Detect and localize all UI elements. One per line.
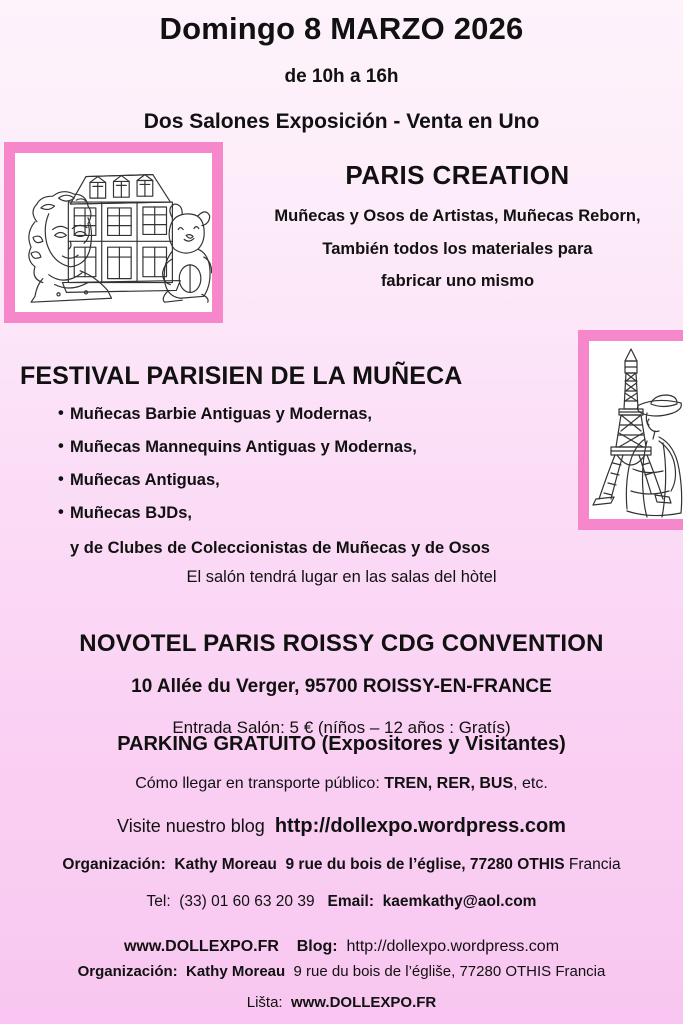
list-item (0, 438, 560, 457)
footer-organizer-label: Organización: (77, 963, 178, 980)
paris-creation-block (232, 160, 683, 290)
dollhouse-doll-teddy-icon (15, 153, 212, 312)
footer-organizer-address: 9 rue du bois de l’égliše, 77280 OTHIS Francia (293, 963, 606, 980)
event-hours: de 10h a 16h (284, 66, 399, 88)
list-item (0, 471, 560, 490)
organizer-name: Kathy Moreau (174, 856, 277, 873)
contact-block (0, 856, 683, 956)
organizer-line (0, 856, 683, 874)
footer-lista-value[interactable]: www.DOLLEXPO.FR (290, 994, 437, 1011)
header-block (0, 0, 683, 134)
festival-title: FESTIVAL PARISIEN DE LA MUÑECA (20, 362, 463, 390)
transport-info (0, 775, 683, 793)
venue-block (0, 568, 683, 738)
venue-intro-text: El salón tendrá lugar en las salas del hòtel (186, 568, 497, 586)
footer-organizer-line (0, 963, 683, 980)
footer-block (0, 963, 683, 1011)
event-salones: Dos Salones Exposición - Venta en Uno (143, 110, 540, 134)
list-item-label: Muñecas Antiguas, (70, 471, 220, 489)
bullet-icon: • (58, 437, 64, 455)
practical-info-block (0, 733, 683, 838)
list-item-label: Muñecas Barbie Antiguas y Modernas, (70, 405, 372, 423)
bullet-icon: • (58, 470, 64, 488)
organizer-label: Organización: (62, 856, 166, 873)
transport-prefix: Cómo llegar en transporte público: (135, 775, 385, 792)
eiffel-image-frame (578, 330, 683, 530)
paris-creation-line-1: Muñecas y Osos de Artistas, Muñecas Reborn, (274, 207, 641, 225)
transport-suffix: , etc. (513, 775, 548, 792)
organizer-country: Francia (568, 856, 621, 873)
festival-tail-text: y de Clubes de Coleccionistas de Muñecas y de Osos (70, 539, 490, 557)
bullet-icon: • (58, 404, 64, 422)
website-blog-line (0, 938, 683, 956)
venue-address: 10 Allée du Verger, 95700 ROISSY-EN-FRANCE (131, 676, 552, 697)
event-date: Domingo 8 MARZO 2026 (159, 11, 524, 46)
festival-list (0, 405, 560, 523)
email-label: Email: (327, 893, 375, 910)
tel-value[interactable]: (33) 01 60 63 20 39 (179, 893, 315, 910)
paris-creation-line-2: También todos los materiales para (322, 239, 593, 258)
list-item-label: Muñecas Mannequins Antiguas y Modernas, (70, 438, 417, 456)
transport-modes: TREN, RER, BUS (384, 775, 514, 792)
blog-label: Visite nuestro blog (117, 816, 265, 836)
paris-creation-subtitle (232, 208, 683, 290)
footer-lista-label: Lišta: (246, 994, 283, 1011)
blog-url-link-2[interactable]: http://dollexpo.wordpress.com (346, 938, 560, 955)
blog-label-2: Blog: (296, 938, 338, 955)
website-link[interactable]: www.DOLLEXPO.FR (123, 938, 279, 955)
eiffel-image-plate (589, 341, 683, 519)
phone-email-line (0, 893, 683, 911)
blog-url-link[interactable]: http://dollexpo.wordpress.com (274, 815, 566, 837)
eiffel-tower-lady-icon (589, 341, 683, 519)
paris-creation-line-3: fabricar uno mismo (380, 272, 535, 290)
festival-block (0, 362, 560, 558)
bullet-icon: • (58, 503, 64, 521)
email-value[interactable]: kaemkathy@aol.com (382, 893, 537, 910)
footer-organizer-name: Kathy Moreau (185, 963, 286, 980)
dollhouse-image-frame (4, 142, 223, 323)
paris-creation-title: PARIS CREATION (345, 160, 570, 190)
list-item (0, 504, 560, 523)
organizer-address: 9 rue du bois de l’église, 77280 OTHIS (285, 856, 565, 873)
venue-name: NOVOTEL PARIS ROISSY CDG CONVENTION (79, 630, 604, 657)
footer-lista-line (0, 994, 683, 1011)
list-item (0, 405, 560, 424)
blog-info (0, 815, 683, 838)
dollhouse-image-plate (15, 153, 212, 312)
venue-entry-price: Entrada Salón: 5 € (níños – 12 años : Gratís) (172, 718, 511, 737)
tel-label: Tel: (146, 893, 171, 910)
parking-info: PARKING GRATUITO (Expositores y Visitantes) (117, 733, 566, 755)
list-item-label: Muñecas BJDs, (70, 504, 192, 522)
